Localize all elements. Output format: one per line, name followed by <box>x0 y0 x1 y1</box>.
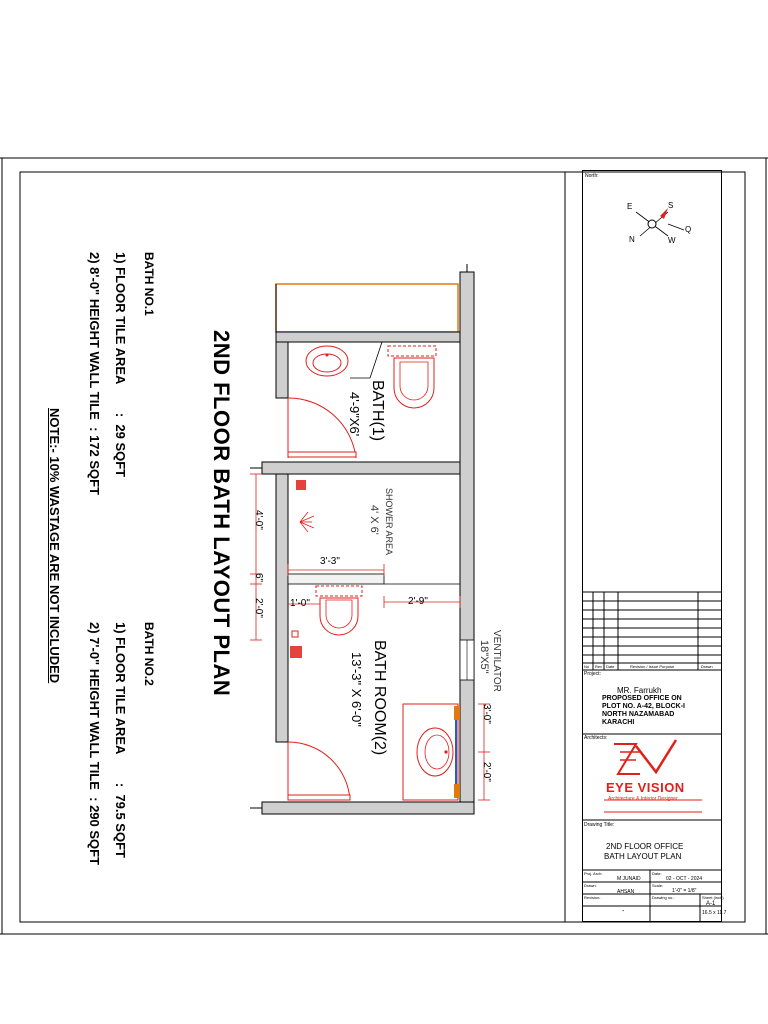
rev-header-date: Date <box>606 664 615 669</box>
project-line-2: PLOT NO. A-42, BLOCK-I <box>602 703 685 710</box>
bath2-left-wall <box>276 474 288 742</box>
date-label: Date: <box>652 871 662 876</box>
drawing-title-line-1: 2ND FLOOR OFFICE <box>606 842 684 851</box>
shower-head-icon <box>300 512 314 532</box>
project-line-1: PROPOSED OFFICE ON <box>602 695 682 702</box>
drawn-value: AHSAN <box>617 889 635 895</box>
bath1-left-wall <box>276 342 288 398</box>
client-name: MR. Farrukh <box>617 686 662 695</box>
project-line-4: KARACHI <box>602 719 635 726</box>
revision-label: Revision: <box>584 895 601 900</box>
dim-1-0: 1'-0" <box>290 598 310 609</box>
shower-area-size: 4' X 6' <box>368 505 380 535</box>
proj-arch-value: M JUNAID <box>617 876 641 882</box>
bath1-name: BATH(1) <box>369 380 386 442</box>
firm-name: EYE VISION <box>606 780 685 795</box>
dim-6in: 6" <box>253 573 264 583</box>
compass-w: W <box>668 236 676 245</box>
plan-title: 2ND FLOOR BATH LAYOUT PLAN <box>209 330 234 697</box>
sheet-label: Sheet (inch) <box>702 895 724 900</box>
dim-3-3: 3'-3" <box>320 556 340 567</box>
proj-arch-label: Proj. Arch: <box>584 871 603 876</box>
shower-area-name: SHOWER AREA <box>384 488 394 556</box>
scale-value: 1'-0" = 1/8" <box>672 888 697 894</box>
project-label: Project: <box>584 671 601 677</box>
firm-tagline: Architecture & Interior Designer <box>608 796 678 802</box>
revision-value: - <box>622 908 625 915</box>
dim-3-0: 3'-0" <box>481 704 492 724</box>
rev-header-no: No <box>584 664 590 669</box>
dim-2-0-left: 2'-0" <box>253 598 264 618</box>
bath2-size: 13'-3" X 6'-0" <box>349 652 364 727</box>
bath1-notes-line2: 2) 8'-0" HEIGHT WALL TILE : 172 SQFT <box>87 252 102 496</box>
shower-valve <box>296 480 306 490</box>
shaft-outline <box>276 284 458 332</box>
bath2-notes-line2: 2) 7'-0" HEIGHT WALL TILE : 290 SQFT <box>87 622 102 866</box>
title-block <box>582 170 722 922</box>
bath1-size: 4'-9"X6' <box>347 392 362 437</box>
middle-wall <box>262 462 460 474</box>
sheet-number: A-1 <box>706 901 716 907</box>
ventilator-size: 18"X5" <box>478 640 490 674</box>
bath2-vanity <box>403 704 458 800</box>
drawing-title-line-2: BATH LAYOUT PLAN <box>604 852 682 861</box>
rev-header-rev: Rev <box>595 664 603 669</box>
drawing-no-label: Drawing no.: <box>652 895 675 900</box>
sheet-size: 16.5 x 11.7 <box>702 910 727 916</box>
compass-n: N <box>629 235 635 244</box>
date-value: 02 - OCT - 2024 <box>666 876 703 882</box>
drawing-title-label: Drawing Title: <box>584 822 615 828</box>
project-line-3: NORTH NAZAMABAD <box>602 711 675 718</box>
architects-label: Architects: <box>584 735 608 741</box>
bath1-notes-heading: BATH NO.1 <box>142 252 156 316</box>
wastage-note: NOTE:- 10% WASTAGE ARE NOT INCLUDED <box>47 408 62 684</box>
bath1-cistern <box>388 346 436 356</box>
dim-4-0: 4'-0" <box>253 510 264 530</box>
bath2-notes-line1: 1) FLOOR TILE AREA : 79.5 SQFT <box>113 622 128 858</box>
bath2-name: BATH ROOM(2) <box>371 640 388 756</box>
right-wall <box>460 272 474 814</box>
drawn-label: Drawn: <box>584 883 597 888</box>
compass-e: E <box>627 202 633 211</box>
bath2-cistern <box>316 586 362 596</box>
rev-header-drawn: Drawn <box>701 664 713 669</box>
compass-s: S <box>668 201 674 210</box>
bath1-notes-line1: 1) FLOOR TILE AREA : 29 SQFT <box>113 252 128 478</box>
dim-2-0-right: 2'-0" <box>481 762 492 782</box>
north-label: North: <box>585 173 599 179</box>
bottom-wall <box>262 802 474 814</box>
scale-label: Scale: <box>652 883 664 888</box>
ventilator-label: VENTILATOR <box>491 630 502 692</box>
dim-2-9: 2'-9" <box>408 596 428 607</box>
rev-header-purpose: Revision / Issue Purpose <box>630 664 675 669</box>
tissue-holder <box>290 646 302 658</box>
bath1-top-wall <box>276 332 460 342</box>
bath2-notes-heading: BATH NO.2 <box>142 622 156 686</box>
compass-q: Q <box>685 225 692 234</box>
